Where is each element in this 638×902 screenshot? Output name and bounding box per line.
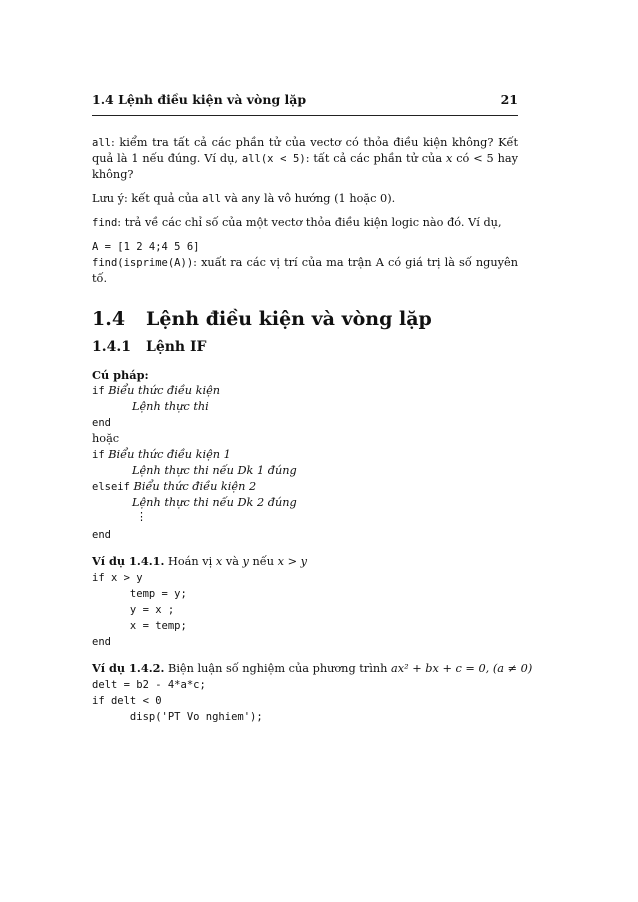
- example-1-label: Ví dụ 1.4.1.: [92, 554, 165, 568]
- section-heading: [92, 308, 518, 330]
- page-body: [92, 135, 533, 735]
- paragraph-find: [92, 215, 518, 231]
- note-text: Lưu ý: kết quả của: [92, 192, 203, 205]
- find-example: [92, 239, 518, 287]
- paragraph-all: [92, 135, 518, 183]
- subsection-number: 1.4.1: [92, 339, 131, 355]
- header-title: 1.4 Lệnh điều kiện và vòng lặp: [92, 92, 307, 107]
- all-desc-2: : tất cả các phần tử của: [305, 152, 446, 165]
- section-number: 1.4: [92, 308, 126, 330]
- example-1-condition: x > y: [277, 555, 308, 568]
- running-header: [92, 92, 518, 110]
- example-2-label: Ví dụ 1.4.2.: [92, 661, 165, 675]
- syntax-elseif-line: [92, 479, 518, 495]
- end-keyword: end: [92, 417, 111, 429]
- code-find-isprime: find(isprime(A)): [92, 257, 194, 269]
- or-text: hoặc: [92, 432, 120, 445]
- subsection-title: Lệnh IF: [146, 339, 207, 355]
- if-keyword: if: [92, 385, 105, 397]
- find-example-text: : xuất ra các vị trí của ma trận A có giá trị là số nguyên tố.: [92, 256, 518, 285]
- syntax-stmt-2: Lệnh thực thi nếu Dk 2 đúng: [132, 496, 297, 509]
- code-any-note: any: [241, 193, 261, 205]
- vertical-dots: ⋮: [136, 510, 147, 523]
- syntax-stmt: Lệnh thực thi: [132, 400, 209, 413]
- all-desc-3: có < 5 hay không?: [92, 152, 518, 181]
- syntax-if1-line: [92, 447, 518, 463]
- syntax-if-line: [92, 383, 518, 399]
- condition-2-text: Biểu thức điều kiện 2: [129, 480, 257, 493]
- example-2-code: delt = b2 - 4*a*c; if delt < 0 disp('PT Vo nghiem');: [92, 679, 263, 723]
- end-keyword-2: end: [92, 529, 111, 541]
- page-number: 21: [500, 92, 518, 107]
- code-all-note: all: [202, 193, 222, 205]
- example-2: [92, 660, 533, 725]
- example-2-equation: ax² + bx + c = 0, (a ≠ 0): [390, 662, 533, 675]
- syntax-block: [92, 367, 518, 543]
- example-1-heading: [92, 553, 518, 570]
- note-mid: và: [221, 192, 242, 205]
- example-1-text-2: và: [222, 555, 243, 568]
- section-title: Lệnh điều kiện và vòng lặp: [146, 308, 432, 330]
- condition-text: Biểu thức điều kiện: [104, 384, 221, 397]
- find-desc: : trả về các chỉ số của một vectơ thỏa điều kiện logic nào đó. Ví dụ,: [117, 216, 502, 229]
- var-x: x: [445, 152, 453, 165]
- paragraph-note: [92, 191, 518, 207]
- header-rule: [92, 115, 518, 116]
- code-all-example: all(x < 5): [241, 153, 306, 165]
- all-desc: : kiểm tra tất cả các phần tử của vectơ có thỏa điều kiện không? Kết quả là 1 nếu đúng. Ví dụ,: [92, 136, 518, 165]
- syntax-label: Cú pháp:: [92, 368, 149, 382]
- example-1: [92, 553, 518, 650]
- if-keyword-2: if: [92, 449, 105, 461]
- code-find: find: [92, 217, 118, 229]
- example-1-var-y: y: [242, 555, 249, 568]
- condition-1-text: Biểu thức điều kiện 1: [104, 448, 231, 461]
- example-1-text-1: Hoán vị: [164, 555, 216, 568]
- example-2-text: Biện luận số nghiệm của phương trình: [164, 662, 391, 675]
- elseif-keyword: elseif: [92, 481, 130, 493]
- code-matrix-a: A = [1 2 4;4 5 6]: [92, 241, 200, 253]
- subsection-heading: [92, 339, 518, 355]
- note-end: là vô hướng (1 hoặc 0).: [260, 192, 396, 205]
- example-1-var-x: x: [215, 555, 223, 568]
- find-example-desc: [92, 255, 518, 287]
- example-1-text-3: nếu: [248, 555, 278, 568]
- code-all: all: [92, 137, 111, 149]
- example-1-code: if x > y temp = y; y = x ; x = temp; end: [92, 572, 187, 648]
- example-2-heading: [92, 660, 533, 677]
- syntax-stmt-1: Lệnh thực thi nếu Dk 1 đúng: [132, 464, 297, 477]
